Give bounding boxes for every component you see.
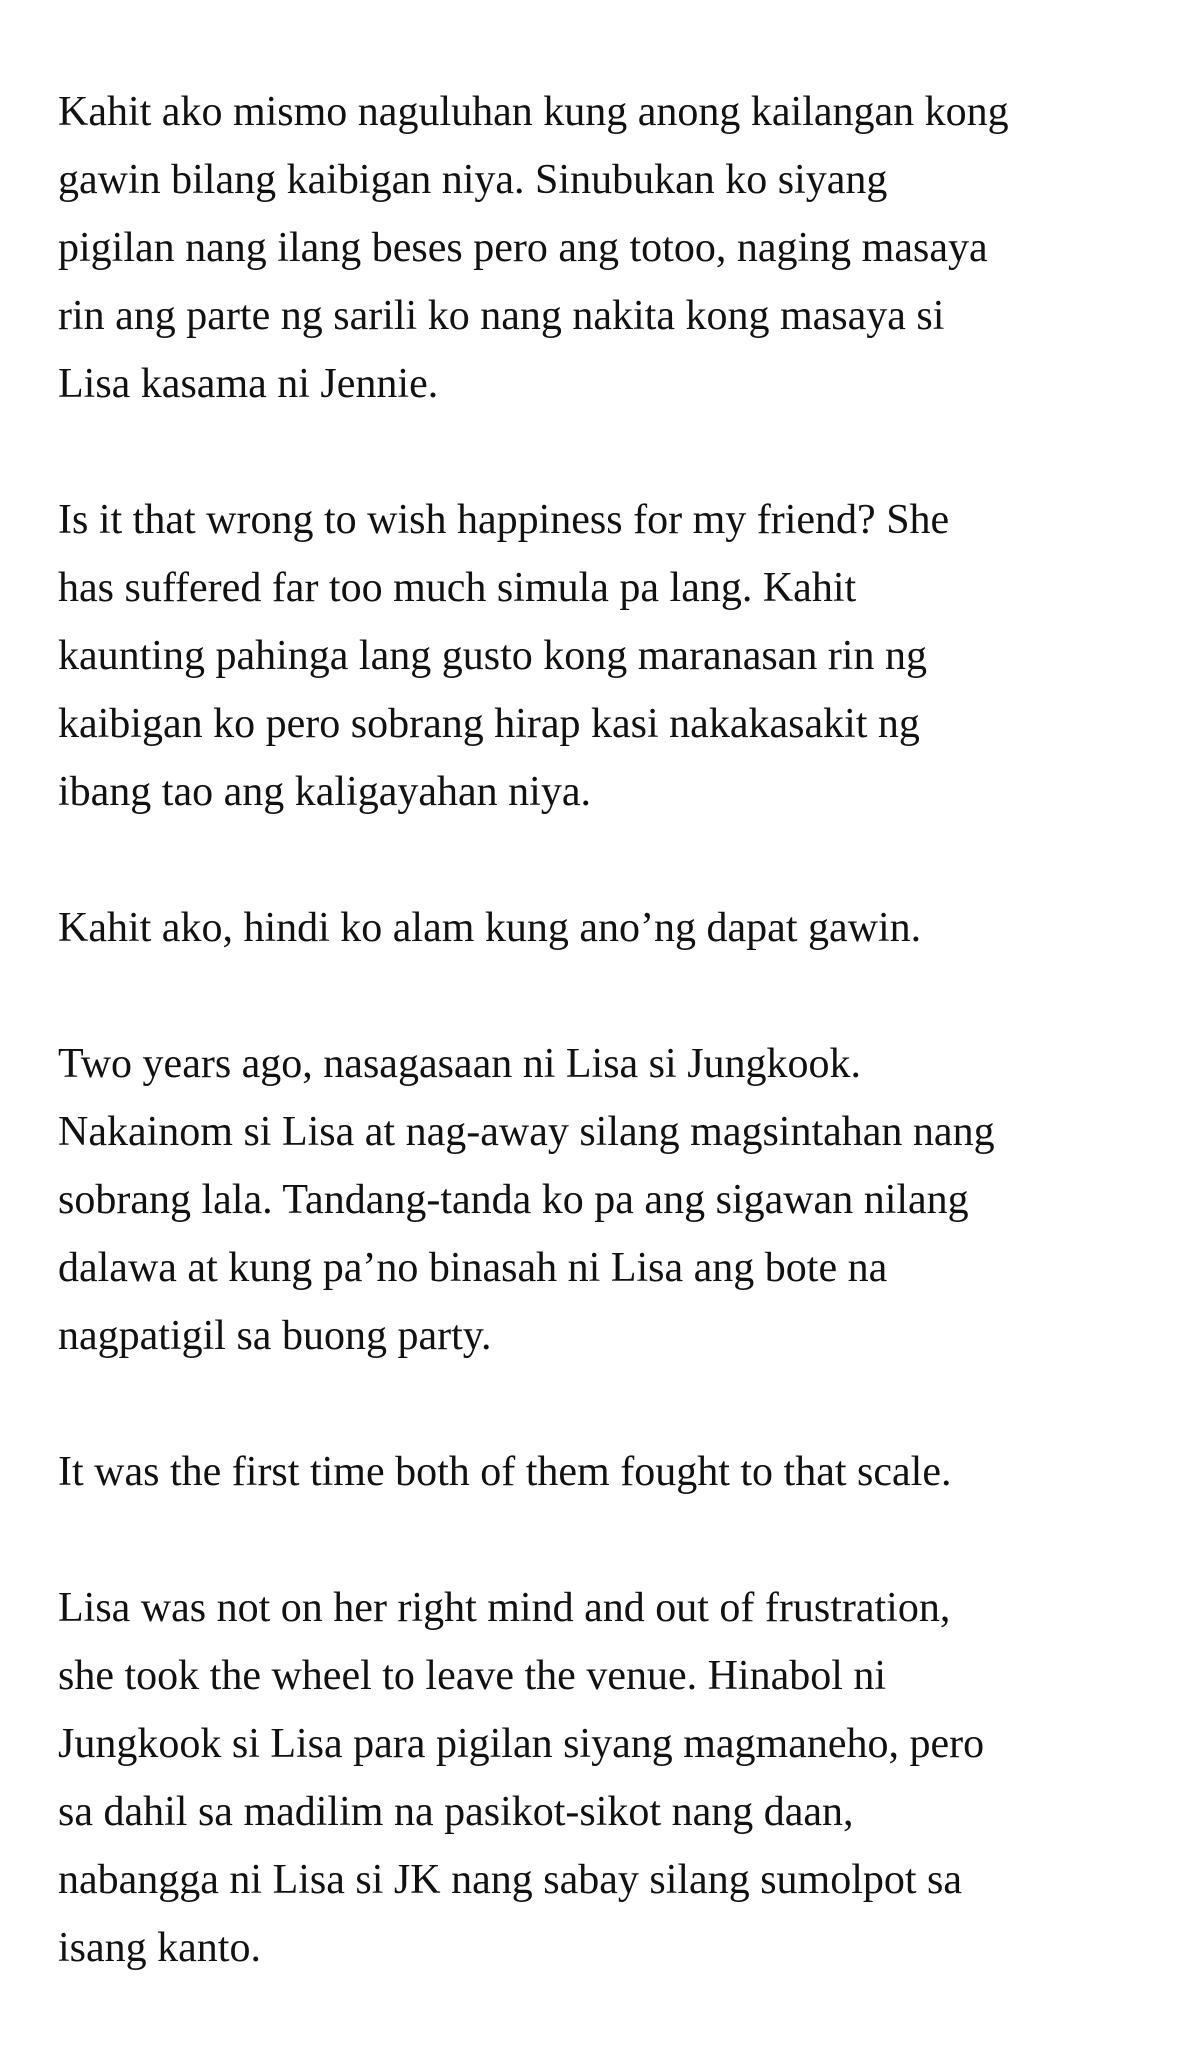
paragraph bbox=[58, 894, 1158, 962]
text-line: It was the first time both of them fought to that scale. bbox=[58, 1449, 952, 1495]
text-line: ibang tao ang kaligayahan niya. bbox=[58, 769, 591, 815]
text-line: isang kanto. bbox=[58, 1925, 261, 1971]
text-line: Lisa kasama ni Jennie. bbox=[58, 361, 439, 407]
text-line: sobrang lala. Tandang-tanda ko pa ang sigawan nilang bbox=[58, 1177, 969, 1223]
text-line: rin ang parte ng sarili ko nang nakita kong masaya si bbox=[58, 293, 945, 339]
text-line: nabangga ni Lisa si JK nang sabay silang sumolpot sa bbox=[58, 1857, 963, 1903]
paragraph bbox=[58, 1030, 1158, 1370]
text-line: Two years ago, nasagasaan ni Lisa si Jungkook. bbox=[58, 1041, 862, 1087]
paragraph bbox=[58, 78, 1158, 418]
paragraph bbox=[58, 1574, 1158, 1982]
text-line: has suffered far too much simula pa lang. Kahit bbox=[58, 565, 857, 611]
paragraph bbox=[58, 1438, 1158, 1506]
text-line: nagpatigil sa buong party. bbox=[58, 1313, 492, 1359]
text-line: gawin bilang kaibigan niya. Sinubukan ko siyang bbox=[58, 157, 888, 203]
text-line: Kahit ako mismo naguluhan kung anong kailangan kong bbox=[58, 89, 1009, 135]
document-body bbox=[58, 78, 1158, 2050]
text-line: kaibigan ko pero sobrang hirap kasi nakakasakit ng bbox=[58, 701, 920, 747]
text-line: Kahit ako, hindi ko alam kung ano’ng dapat gawin. bbox=[58, 905, 922, 951]
paragraph bbox=[58, 486, 1158, 826]
text-line: she took the wheel to leave the venue. Hinabol ni bbox=[58, 1653, 887, 1699]
text-line: Nakainom si Lisa at nag-away silang magsintahan nang bbox=[58, 1109, 995, 1155]
text-line: dalawa at kung pa’no binasah ni Lisa ang bote na bbox=[58, 1245, 888, 1291]
text-line: Is it that wrong to wish happiness for my friend? She bbox=[58, 497, 950, 543]
text-line: pigilan nang ilang beses pero ang totoo, naging masaya bbox=[58, 225, 988, 271]
text-line: Jungkook si Lisa para pigilan siyang magmaneho, pero bbox=[58, 1721, 985, 1767]
text-line: Lisa was not on her right mind and out of frustration, bbox=[58, 1585, 951, 1631]
text-line: kaunting pahinga lang gusto kong maranasan rin ng bbox=[58, 633, 927, 679]
text-line: sa dahil sa madilim na pasikot-sikot nang daan, bbox=[58, 1789, 854, 1835]
